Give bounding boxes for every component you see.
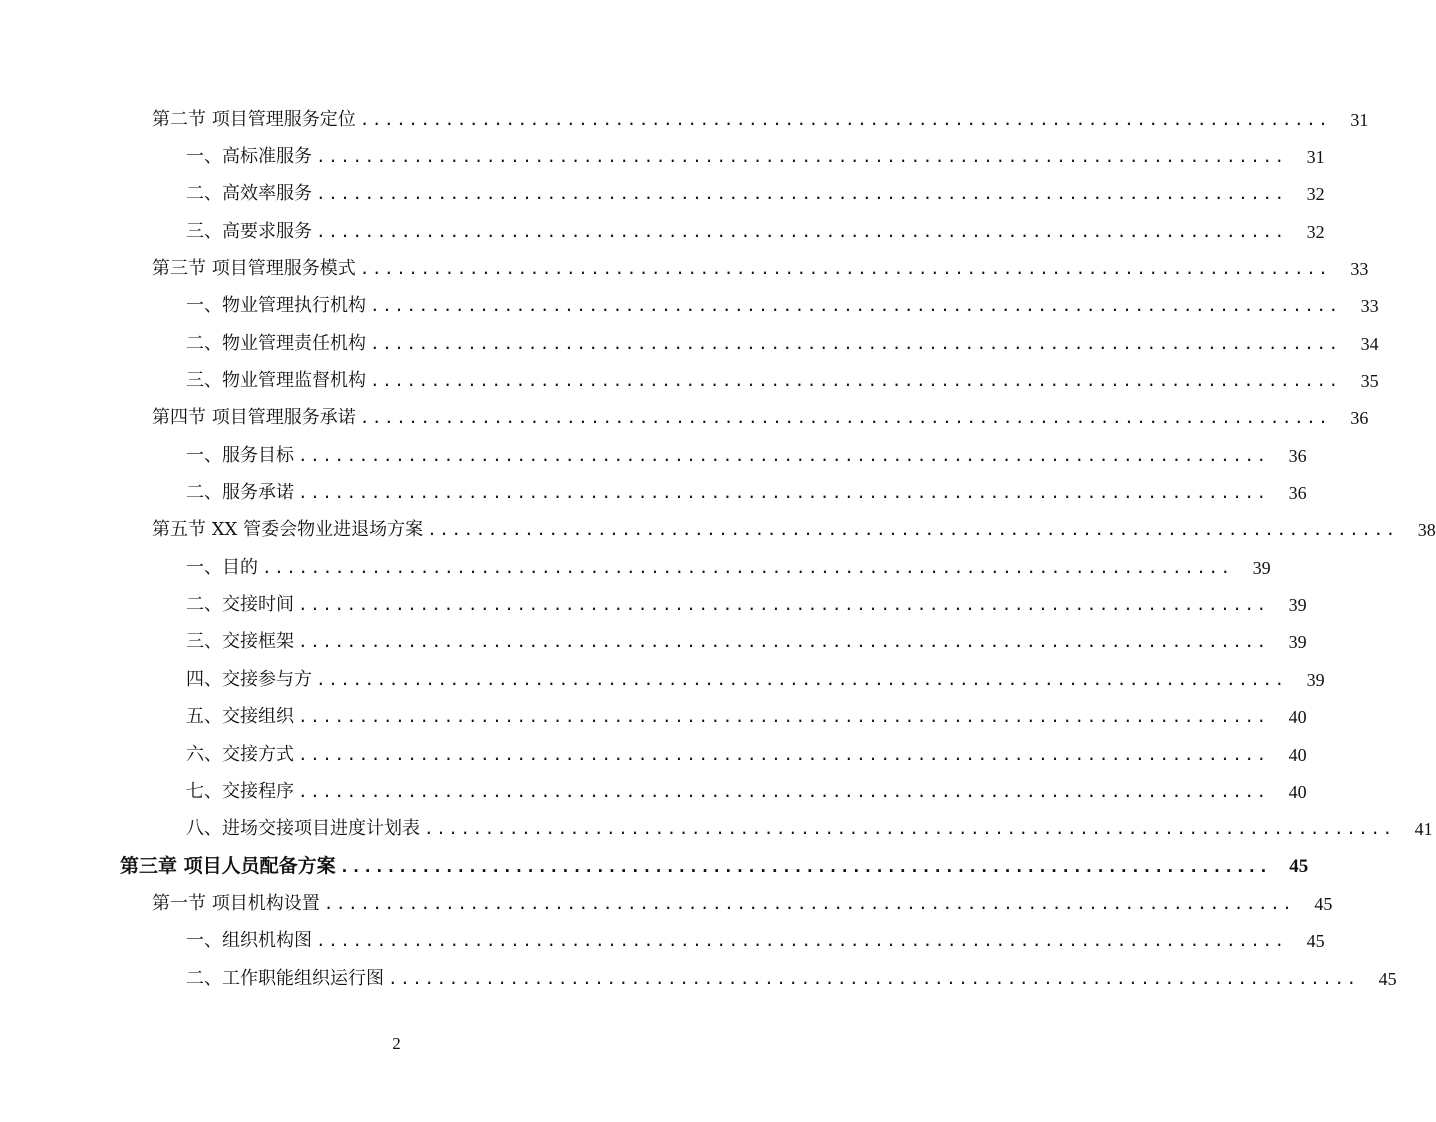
dot-leader: ................................................................................	[323, 893, 1295, 913]
toc-entry-label: 二、高效率服务	[186, 183, 312, 205]
dot-leader: ................................................................................	[316, 931, 1287, 951]
dot-leader: ................................................................................	[298, 744, 1269, 764]
toc-entry-label: 一、高标准服务	[186, 146, 312, 168]
toc-entry-page-number: 40	[1288, 781, 1307, 802]
toc-section-entry[interactable]	[0, 101, 1369, 138]
dot-leader: ................................................................................	[316, 147, 1287, 167]
dot-leader: ................................................................................	[359, 259, 1331, 279]
dot-leader: ................................................................................	[298, 781, 1269, 801]
toc-subsection-entry[interactable]	[0, 138, 1325, 175]
toc-subsection-entry[interactable]	[0, 699, 1307, 736]
dot-leader: ................................................................................	[298, 445, 1269, 465]
toc-entry-page-number: 31	[1350, 109, 1369, 130]
toc-entry-page-number: 39	[1252, 557, 1271, 578]
toc-section-entry[interactable]	[0, 512, 1436, 549]
toc-entry-label: 五、交接组织	[186, 706, 294, 728]
toc-entry-page-number: 31	[1306, 147, 1325, 168]
dot-leader: ................................................................................	[339, 856, 1271, 876]
toc-entry-page-number: 41	[1414, 819, 1433, 840]
toc-entry-label: 一、服务目标	[186, 444, 294, 466]
toc-entry-page-number: 36	[1288, 483, 1307, 504]
toc-entry-page-number: 40	[1288, 744, 1307, 765]
toc-subsection-entry[interactable]	[0, 624, 1307, 661]
toc-subsection-entry[interactable]	[0, 586, 1307, 623]
toc-subsection-entry[interactable]	[0, 960, 1397, 997]
toc-subsection-entry[interactable]	[0, 362, 1379, 399]
dot-leader: ................................................................................	[359, 408, 1331, 428]
toc-entry-page-number: 40	[1288, 707, 1307, 728]
toc-entry-page-number: 36	[1288, 445, 1307, 466]
toc-entry-label: 二、服务承诺	[186, 482, 294, 504]
page-number: 2	[392, 1034, 401, 1053]
dot-leader: ................................................................................	[370, 333, 1341, 353]
toc-subsection-entry[interactable]	[0, 549, 1271, 586]
toc-entry-page-number: 32	[1306, 184, 1325, 205]
dot-leader: ................................................................................	[427, 520, 1398, 540]
toc-subsection-entry[interactable]	[0, 661, 1325, 698]
toc-entry-label: 三、交接框架	[186, 631, 294, 653]
toc-entry-page-number: 33	[1350, 259, 1369, 280]
dot-leader: ................................................................................	[316, 669, 1287, 689]
toc-entry-label: 第一节 项目机构设置	[152, 892, 320, 914]
toc-subsection-entry[interactable]	[0, 474, 1307, 511]
toc-subsection-entry[interactable]	[0, 325, 1379, 362]
dot-leader: ................................................................................	[298, 632, 1269, 652]
toc-subsection-entry[interactable]	[0, 736, 1307, 773]
toc-entry-page-number: 32	[1306, 221, 1325, 242]
dot-leader: ................................................................................	[388, 968, 1359, 988]
toc-entry-label: 二、工作职能组织运行图	[186, 967, 384, 989]
toc-subsection-entry[interactable]	[0, 923, 1325, 960]
dot-leader: ................................................................................	[298, 483, 1269, 503]
dot-leader: ................................................................................	[316, 184, 1287, 204]
toc-entry-page-number: 39	[1288, 632, 1307, 653]
toc-entry-label: 二、物业管理责任机构	[186, 332, 366, 354]
dot-leader: ................................................................................	[359, 109, 1331, 129]
dot-leader: ................................................................................	[424, 819, 1395, 839]
toc-subsection-entry[interactable]	[0, 176, 1325, 213]
toc-subsection-entry[interactable]	[0, 288, 1379, 325]
dot-leader: ................................................................................	[370, 371, 1341, 391]
toc-entry-page-number: 38	[1417, 520, 1436, 541]
toc-entry-label: 二、交接时间	[186, 594, 294, 616]
dot-leader: ................................................................................	[370, 296, 1341, 316]
toc-entry-label: 第三章 项目人员配备方案	[120, 855, 336, 878]
toc-subsection-entry[interactable]	[0, 811, 1433, 848]
toc-entry-page-number: 39	[1288, 595, 1307, 616]
dot-leader: ................................................................................	[262, 557, 1233, 577]
toc-entry-label: 一、目的	[186, 556, 258, 578]
table-of-contents	[0, 101, 1436, 997]
toc-entry-label: 一、组织机构图	[186, 930, 312, 952]
toc-entry-page-number: 33	[1360, 296, 1379, 317]
toc-subsection-entry[interactable]	[0, 437, 1307, 474]
toc-subsection-entry[interactable]	[0, 773, 1307, 810]
toc-entry-page-number: 45	[1314, 893, 1333, 914]
toc-entry-page-number: 45	[1306, 931, 1325, 952]
toc-section-entry[interactable]	[0, 400, 1369, 437]
dot-leader: ................................................................................	[316, 221, 1287, 241]
toc-entry-label: 四、交接参与方	[186, 668, 312, 690]
toc-entry-label: 三、高要求服务	[186, 220, 312, 242]
toc-entry-label: 第五节 XX 管委会物业进退场方案	[152, 519, 424, 541]
toc-entry-page-number: 36	[1350, 408, 1369, 429]
toc-entry-label: 第二节 项目管理服务定位	[152, 108, 356, 130]
toc-section-entry[interactable]	[0, 885, 1333, 922]
toc-entry-label: 第三节 项目管理服务模式	[152, 258, 356, 280]
toc-entry-page-number: 45	[1378, 968, 1397, 989]
toc-entry-label: 第四节 项目管理服务承诺	[152, 407, 356, 429]
toc-entry-page-number: 45	[1289, 856, 1309, 878]
toc-entry-label: 一、物业管理执行机构	[186, 295, 366, 317]
toc-entry-label: 八、进场交接项目进度计划表	[186, 818, 420, 840]
dot-leader: ................................................................................	[298, 595, 1269, 615]
toc-entry-page-number: 39	[1306, 669, 1325, 690]
dot-leader: ................................................................................	[298, 707, 1269, 727]
toc-entry-label: 六、交接方式	[186, 743, 294, 765]
toc-entry-label: 七、交接程序	[186, 780, 294, 802]
toc-entry-page-number: 34	[1360, 333, 1379, 354]
toc-section-entry[interactable]	[0, 250, 1369, 287]
toc-entry-page-number: 35	[1360, 371, 1379, 392]
toc-entry-label: 三、物业管理监督机构	[186, 370, 366, 392]
toc-chapter-entry[interactable]	[0, 848, 1309, 885]
toc-subsection-entry[interactable]	[0, 213, 1325, 250]
